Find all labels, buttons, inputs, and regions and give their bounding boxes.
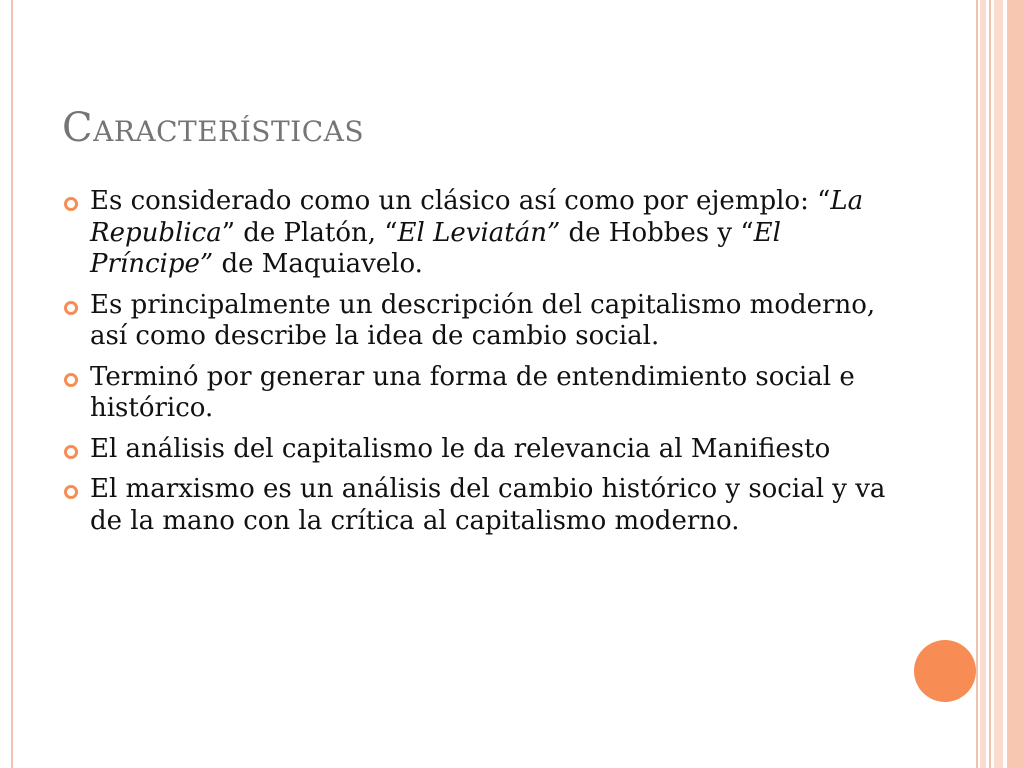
frame-left-line (11, 0, 13, 768)
frame-right-stripe (980, 0, 986, 768)
frame-right-stripe (994, 0, 1003, 768)
bullet-text-italic: La Republica (90, 186, 864, 248)
bullet-item (62, 434, 912, 466)
bullet-ring-icon (63, 300, 79, 316)
bullet-text: El análisis del capitalismo le da relevancia al Manifiesto (90, 433, 831, 464)
bullet-text-italic: El Príncipe” (90, 217, 781, 279)
bullet-text-italic: El Leviatán” (397, 217, 561, 248)
bullet-text: Terminó por generar una forma de entendimiento social e histórico. (90, 361, 855, 423)
bullet-item (62, 290, 912, 353)
bullet-text: Es principalmente un descripción del capitalismo moderno, así como describe la idea de cambio social. (90, 289, 876, 351)
bullet-text: ” de Platón, “ (221, 217, 398, 248)
bullet-item (62, 474, 912, 537)
bullet-ring-icon (63, 196, 79, 212)
bullet-list (62, 186, 912, 546)
frame-right-stripe (1007, 0, 1024, 768)
frame-right-stripe (976, 0, 978, 768)
bullet-item (62, 186, 912, 281)
bullet-ring-icon (63, 444, 79, 460)
bullet-text: de Maquiavelo. (213, 249, 423, 279)
bullet-text: Es considerado como un clásico así como por ejemplo: “ (90, 186, 831, 216)
decorative-circle (914, 640, 976, 702)
bullet-text: El marxismo es un análisis del cambio histórico y social y va de la mano con la crítica al capitalismo moderno. (90, 474, 886, 536)
slide-title: Características (62, 105, 365, 151)
bullet-item (62, 362, 912, 425)
bullet-ring-icon (63, 372, 79, 388)
bullet-ring-icon (63, 484, 79, 500)
frame-right-stripe (989, 0, 991, 768)
bullet-text: de Hobbes y “ (560, 217, 754, 248)
